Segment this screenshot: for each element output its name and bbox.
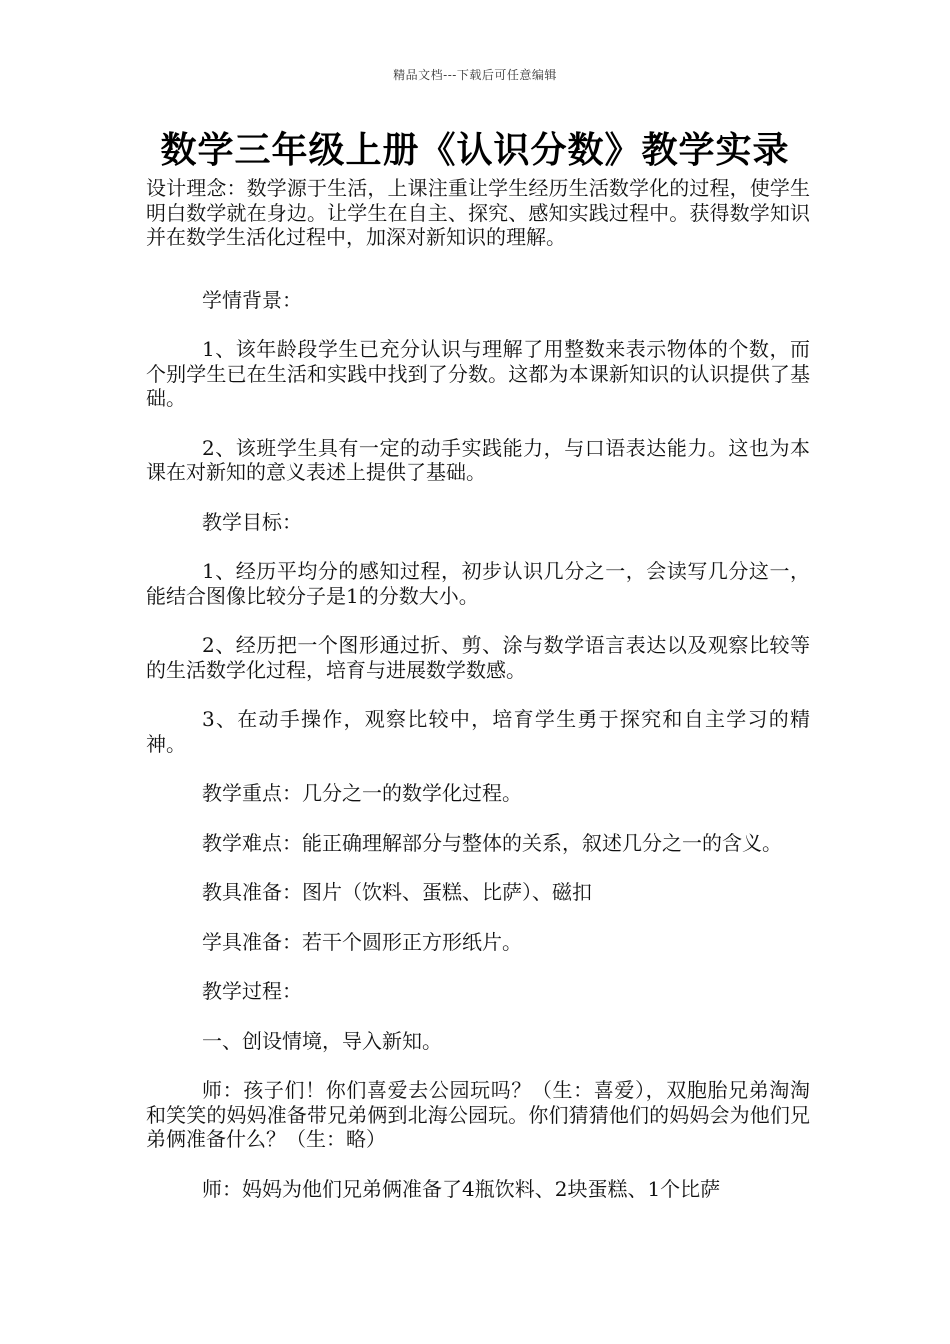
section-heading-background: 学情背景： [202,287,302,312]
section-heading-goals: 教学目标： [202,509,302,534]
document-title: 数学三年级上册《认识分数》教学实录 [160,129,790,171]
goal-item-2: 2、经历把一个图形通过折、剪、涂与数学语言表达以及观察比较等的生活数学化过程，培育与进展数学数感。 [146,633,810,682]
key-point-paragraph: 教学重点：几分之一的数学化过程。 [202,781,522,805]
goal-item-3: 3、在动手操作，观察比较中，培育学生勇于探究和自主学习的精神。 [146,707,810,756]
difficulty-paragraph: 教学难点：能正确理解部分与整体的关系，叙述几分之一的含义。 [202,830,782,855]
teaching-aids-paragraph: 教具准备：图片（饮料、蛋糕、比萨）、磁扣 [202,880,592,904]
document-body [146,176,810,1201]
section-heading-process: 教学过程： [202,979,302,1003]
process-step-1-heading: 一、创设情境，导入新知。 [202,1028,442,1053]
background-item-1: 1、该年龄段学生已充分认识与理解了用整数来表示物体的个数，而个别学生已在生活和实践中找到了分数。这都为本课新知识的认识提供了基础。 [146,337,810,410]
design-concept-paragraph: 设计理念：数学源于生活，上课注重让学生经历生活数学化的过程，使学生明白数学就在身边。让学生在自主、探究、感知实践过程中。获得数学知识并在数学生活化过程中，加深对新知识的理解。 [146,176,810,249]
dialogue-paragraph-1: 师：孩子们！你们喜爱去公园玩吗？（生：喜爱），双胞胎兄弟淘淘和笑笑的妈妈准备带兄弟俩到北海公园玩。你们猜猜他们的妈妈会为他们兄弟俩准备什么？（生：略） [146,1078,810,1151]
dialogue-paragraph-2: 师：妈妈为他们兄弟俩准备了4瓶饮料、2块蛋糕、1个比萨 [202,1176,721,1201]
page-header-watermark: 精品文档---下载后可任意编辑 [393,68,557,82]
learning-aids-paragraph: 学具准备：若干个圆形正方形纸片。 [202,929,522,954]
goal-item-1: 1、经历平均分的感知过程，初步认识几分之一，会读写几分这一，能结合图像比较分子是1的分数大小。 [146,559,810,608]
background-item-2: 2、该班学生具有一定的动手实践能力，与口语表达能力。这也为本课在对新知的意义表述上提供了基础。 [146,435,810,484]
